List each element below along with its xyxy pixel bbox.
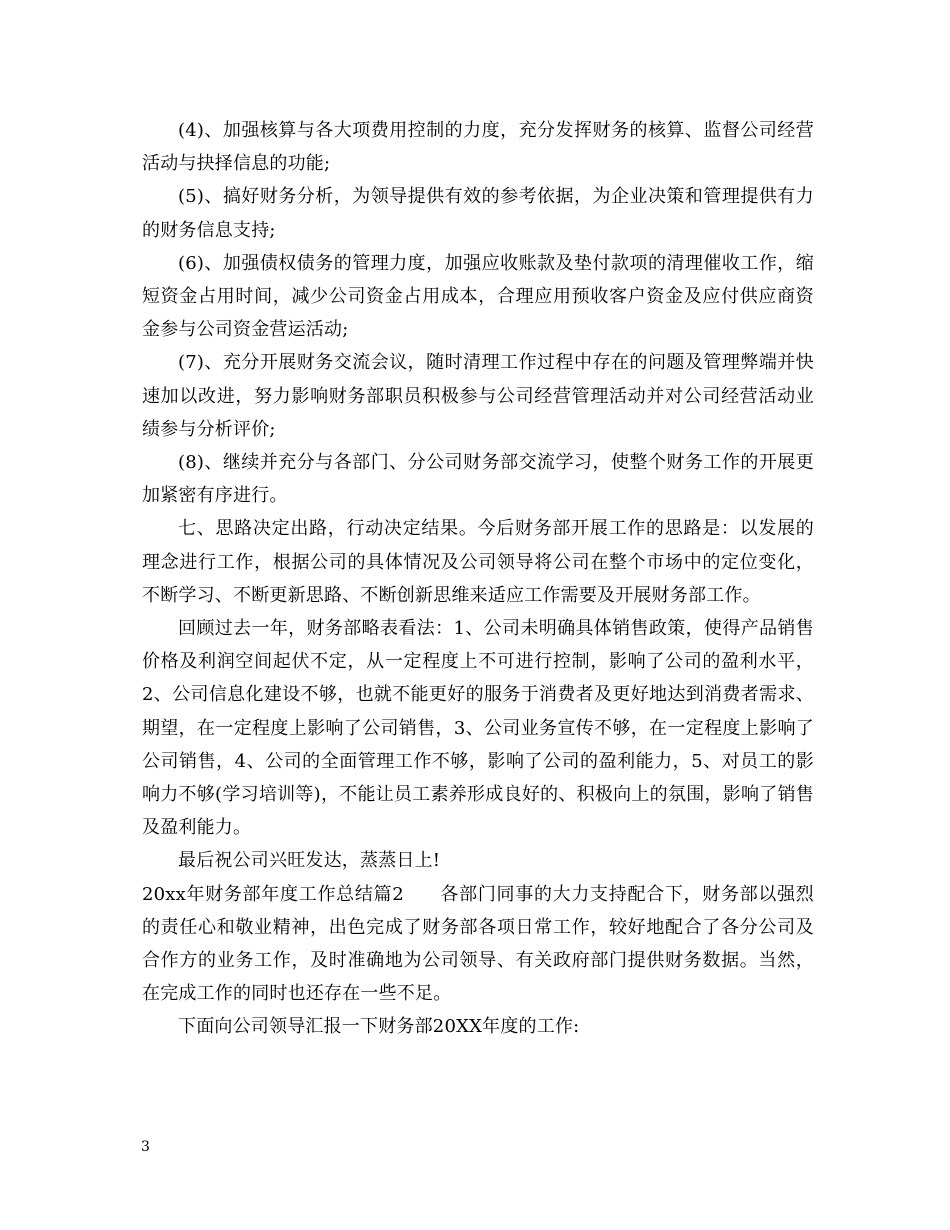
paragraph-report-intro: 下面向公司领导汇报一下财务部20XX年度的工作: <box>178 1016 580 1038</box>
section-heading: 20xx年财务部年度工作总结篇2 <box>142 883 404 905</box>
section-intro: 各部门同事的大力支持配合下，财务部以强烈的责任心和敬业精神，出色完成了财务部各项日常工作，较好地配合了各分公司及合作方的业务工作，及时准确地为公司领导、有关政府部门提供财务数据。当然，在完成工作的同时也还存在一些不足。 <box>142 883 815 1005</box>
paragraph-item-5: (5)、搞好财务分析，为领导提供有效的参考依据，为企业决策和管理提供有力的财务信息支持; <box>142 186 814 241</box>
paragraph-section-two <box>142 878 814 1011</box>
paragraph-section-seven: 七、思路决定出路，行动决定结果。今后财务部开展工作的思路是：以发展的理念进行工作，根据公司的具体情况及公司领导将公司在整个市场中的定位变化，不断学习、不断更新思路、不断创新思维来适应工作需要及开展财务部工作。 <box>142 518 814 606</box>
document-body <box>142 114 814 1044</box>
page-number: 3 <box>141 1139 150 1155</box>
paragraph-item-6: (6)、加强债权债务的管理力度，加强应收账款及垫付款项的清理催收工作，缩短资金占用时间，减少公司资金占用成本，合理应用预收客户资金及应付供应商资金参与公司资金营运活动; <box>142 252 814 341</box>
paragraph-item-8: (8)、继续并充分与各部门、分公司财务部交流学习，使整个财务工作的开展更加紧密有序进行。 <box>142 452 814 507</box>
paragraph-item-7: (7)、充分开展财务交流会议，随时清理工作过程中存在的问题及管理弊端并快速加以改进，努力影响财务部职员积极参与公司经营管理活动并对公司经营活动业绩参与分析评价; <box>142 352 814 440</box>
paragraph-item-4: (4)、加强核算与各大项费用控制的力度，充分发挥财务的核算、监督公司经营活动与抉择信息的功能; <box>142 120 814 175</box>
paragraph-review: 回顾过去一年，财务部略表看法：1、公司未明确具体销售政策，使得产品销售价格及利润空间起伏不定，从一定程度上不可进行控制，影响了公司的盈利水平，2、公司信息化建设不够，也就不能更好的服务于消费者及更好地达到消费者需求、期望，在一定程度上影响了公司销售，3、公司业务宣传不够，在一定程度上影响了公司销售，4、公司的全面管理工作不够，影响了公司的盈利能力，5、对员工的影响力不够(学习培训等)，不能让员工素养形成良好的、积极向上的氛围，影响了销售及盈利能力。 <box>142 618 814 839</box>
paragraph-wishes: 最后祝公司兴旺发达，蒸蒸日上! <box>178 850 441 872</box>
